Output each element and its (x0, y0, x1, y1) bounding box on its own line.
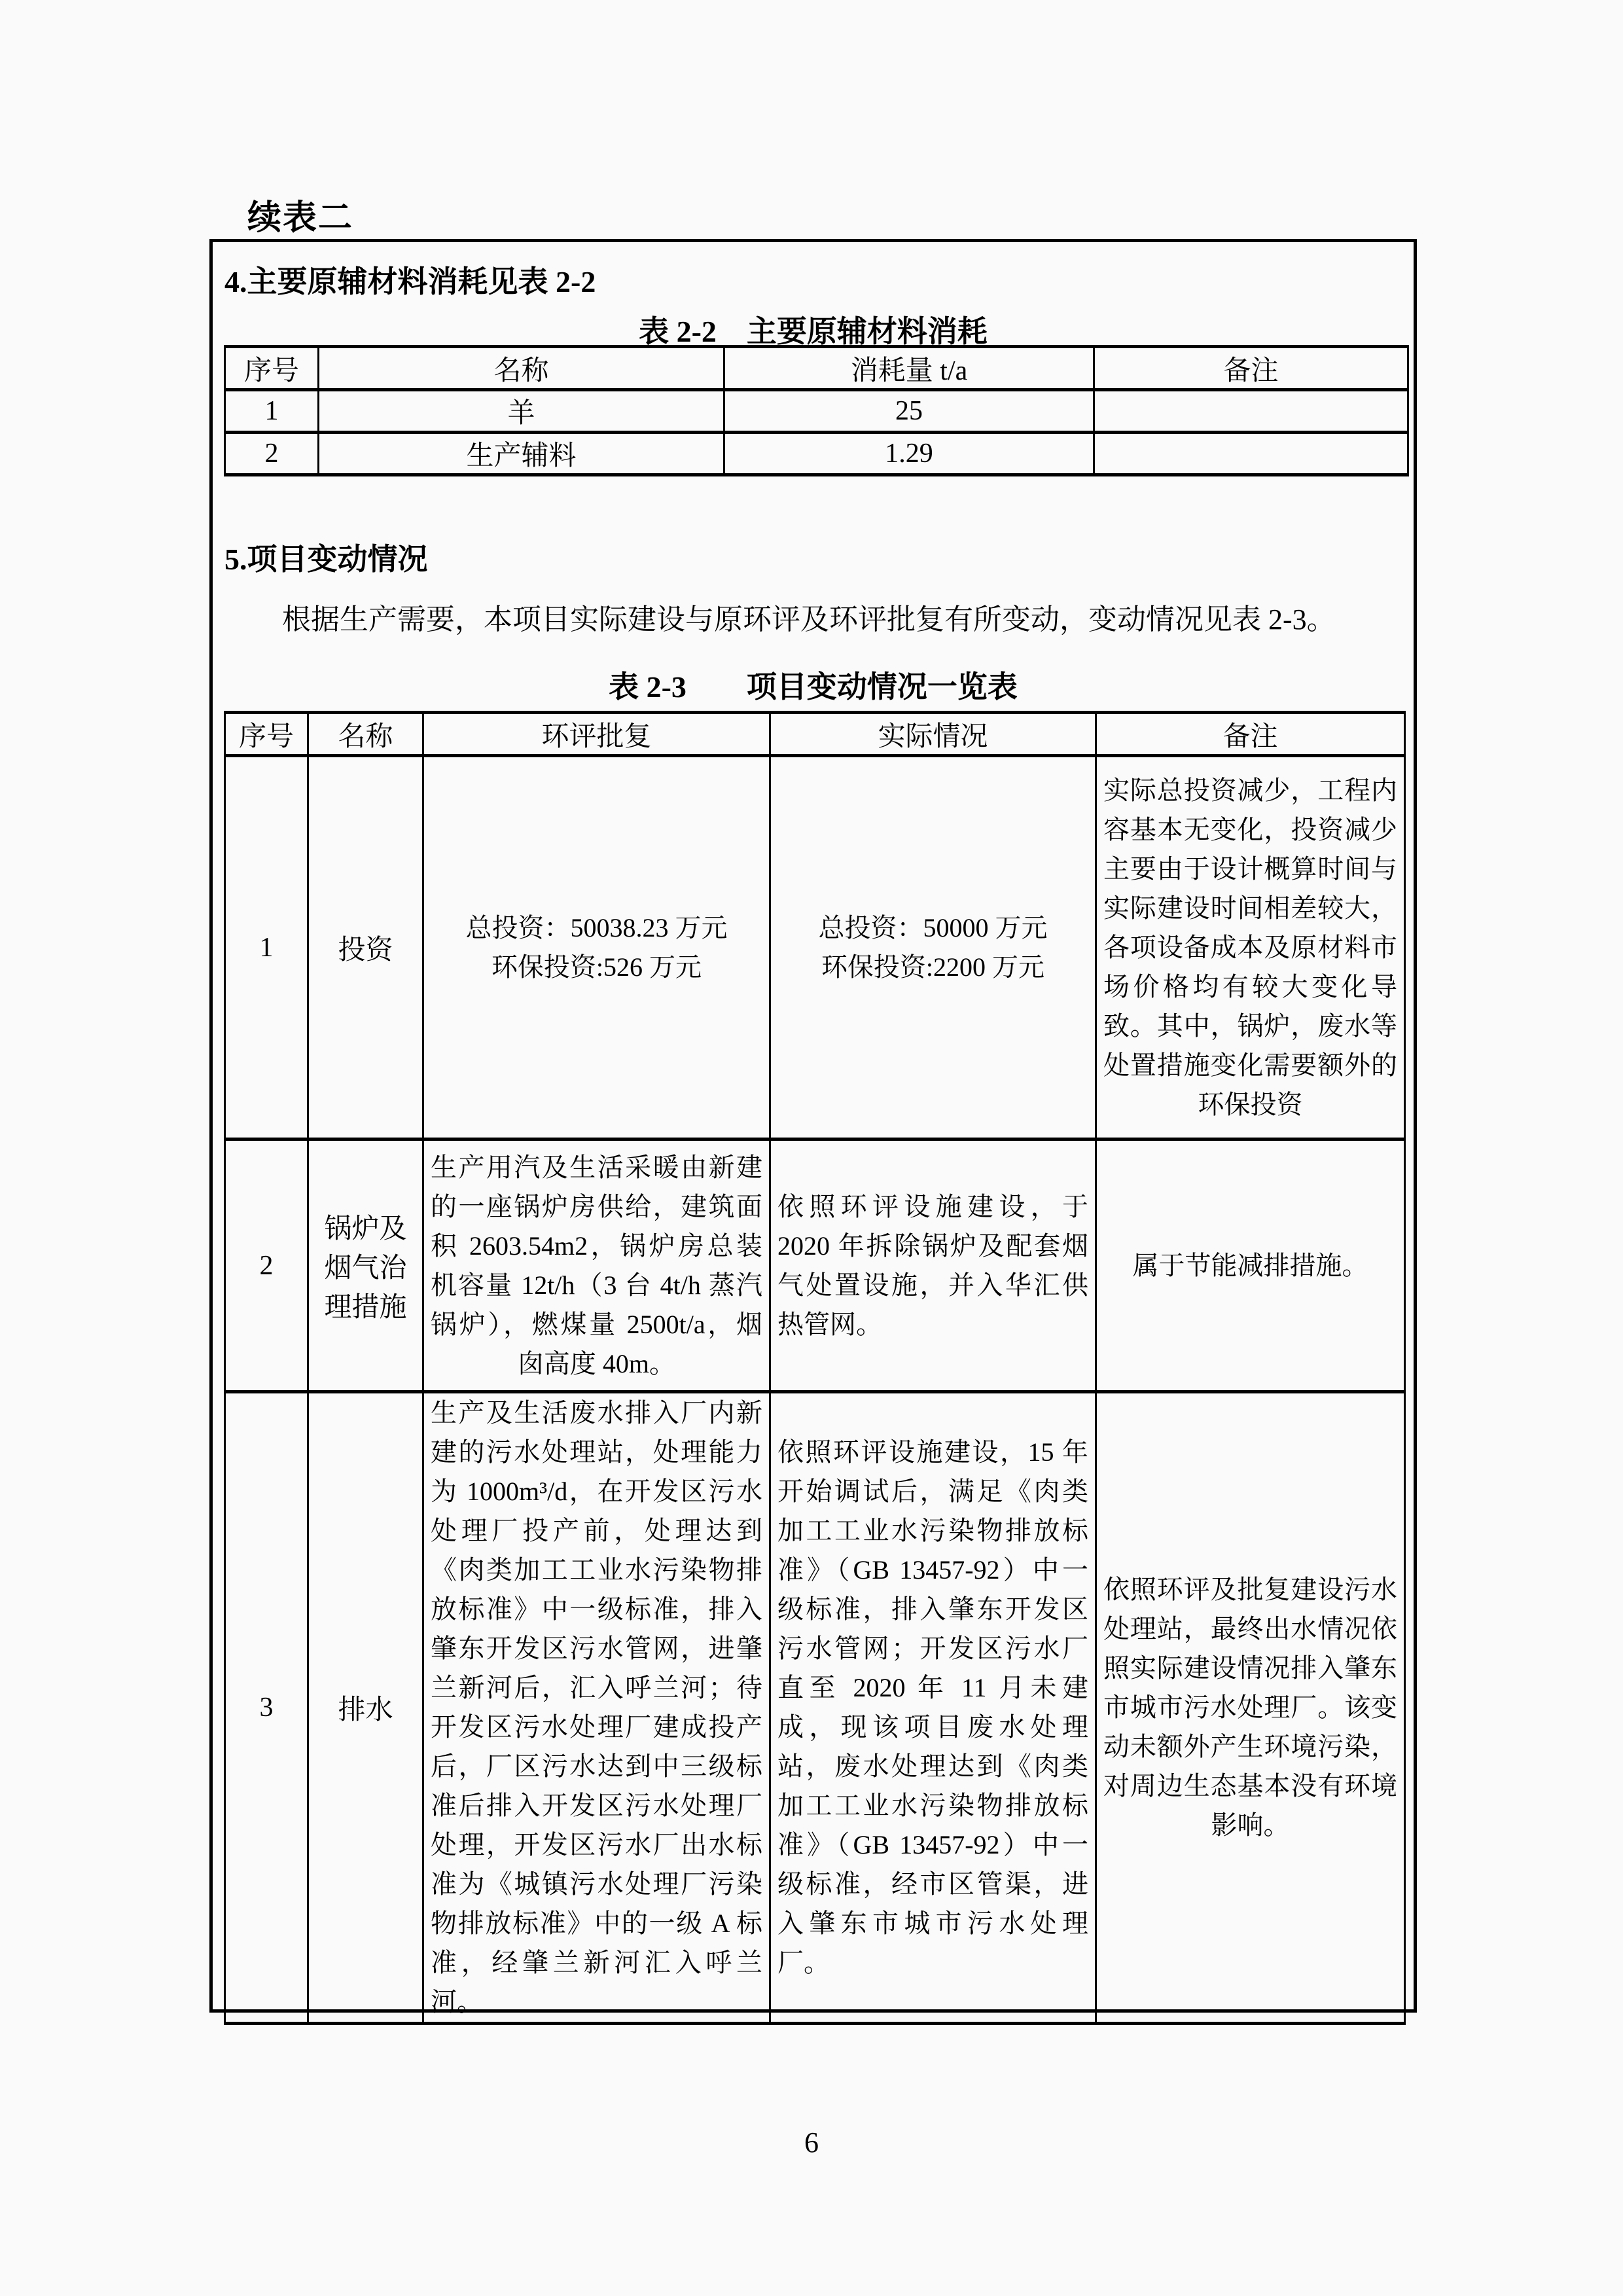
t22-header-name: 名称 (319, 347, 724, 390)
content-border-box (209, 239, 1417, 2017)
table-2-3 (224, 711, 1406, 2025)
table-row (225, 390, 1408, 433)
eia-env-investment: 环保投资:526 万元 (491, 952, 702, 982)
table-2-2-caption: 表 2-2 主要原辅材料消耗 (639, 315, 988, 348)
t22-r1-no: 1 (225, 390, 319, 433)
t22-r2-note (1094, 433, 1408, 475)
t23-r3-name: 排水 (308, 1392, 423, 2024)
section4-heading: 4.主要原辅材料消耗见表 2-2 (224, 265, 596, 298)
table-2-2 (224, 345, 1409, 476)
t22-r1-name: 羊 (319, 390, 724, 433)
t23-r3-eia: 生产及生活废水排入厂内新建的污水处理站，处理能力为 1000m³/d，在开发区污水处理厂投产前，处理达到《肉类加工工业水污染物排放标准》中一级标准，排入肇东开发区污水管网，进肇兰新河后，汇入呼兰河；待开发区污水处理厂建成投产后，厂区污水达到中三级标准后排入开发区污水处理厂处理，开发区污水厂出水标准为《城镇污水处理厂污染物排放标准》中的一级 A 标准，经肇兰新河汇入呼兰河。 (423, 1392, 770, 2024)
t23-r3-note: 依照环评及批复建设污水处理站，最终出水情况依照实际建设情况排入肇东市城市污水处理厂。该变动未额外产生环境污染，对周边生态基本没有环境影响。 (1096, 1392, 1405, 2024)
t23-header-actual: 实际情况 (770, 713, 1096, 756)
t23-header-eia: 环评批复 (423, 713, 770, 756)
t23-r1-no: 1 (225, 756, 308, 1139)
eia-total-investment: 总投资：50038.23 万元 (465, 912, 728, 942)
t22-r2-name: 生产辅料 (319, 433, 724, 475)
actual-total-investment: 总投资：50000 万元 (818, 912, 1048, 942)
t22-header-no: 序号 (225, 347, 319, 390)
t23-r3-actual: 依照环评设施建设，15 年开始调试后，满足《肉类加工工业水污染物排放标准》（GB 13457-92）中一级标准，排入肇东开发区污水管网；开发区污水厂直至 2020 年 11 月未建成，现该项目废水处理站，废水处理达到《肉类加工工业水污染物排放标准》（GB 13457-92）中一级标准，经市区管渠，进入肇东市城市污水处理厂。 (770, 1392, 1096, 2024)
t22-r1-amount: 25 (724, 390, 1094, 433)
t23-header-no: 序号 (225, 713, 308, 756)
t23-header-name: 名称 (308, 713, 423, 756)
t23-header-note: 备注 (1096, 713, 1405, 756)
actual-env-investment: 环保投资:2200 万元 (821, 952, 1045, 982)
t23-r3-no: 3 (225, 1392, 308, 2024)
t23-r2-name: 锅炉及烟气治理措施 (308, 1139, 423, 1392)
page-number: 6 (804, 2126, 819, 2159)
t22-r2-no: 2 (225, 433, 319, 475)
t23-r2-note: 属于节能减排措施。 (1096, 1139, 1405, 1392)
continued-table-label: 续表二 (247, 200, 354, 237)
t23-r2-actual: 依照环评设施建设，于 2020 年拆除锅炉及配套烟气处置设施，并入华汇供热管网。 (770, 1139, 1096, 1392)
table-row-drainage (225, 1392, 1405, 2024)
t22-r2-amount: 1.29 (724, 433, 1094, 475)
table-2-3-caption: 表 2-3 项目变动情况一览表 (609, 670, 1018, 704)
t23-r2-eia: 生产用汽及生活采暖由新建的一座锅炉房供给，建筑面积 2603.54m2，锅炉房总装机容量 12t/h（3 台 4t/h 蒸汽锅炉），燃煤量 2500t/a，烟囱高度 40m。 (423, 1139, 770, 1392)
table-2-3-header-row (225, 713, 1405, 756)
section5-intro-paragraph: 根据生产需要，本项目实际建设与原环评及环评批复有所变动，变动情况见表 2-3。 (282, 603, 1336, 636)
t22-header-note: 备注 (1094, 347, 1408, 390)
table-row-boiler (225, 1139, 1405, 1392)
table-2-2-header-row (225, 347, 1408, 390)
table-row-investment (225, 756, 1405, 1139)
t23-r2-no: 2 (225, 1139, 308, 1392)
t23-r1-name: 投资 (308, 756, 423, 1139)
t23-r1-note: 实际总投资减少，工程内容基本无变化，投资减少主要由于设计概算时间与实际建设时间相差较大，各项设备成本及原材料市场价格均有较大变化导致。其中，锅炉，废水等处置措施变化需要额外的环保投资 (1096, 756, 1405, 1139)
t22-header-amount: 消耗量 t/a (724, 347, 1094, 390)
t22-r1-note (1094, 390, 1408, 433)
table-row (225, 433, 1408, 475)
section5-heading: 5.项目变动情况 (224, 543, 428, 576)
t23-r1-actual (770, 756, 1096, 1139)
t23-r1-eia (423, 756, 770, 1139)
